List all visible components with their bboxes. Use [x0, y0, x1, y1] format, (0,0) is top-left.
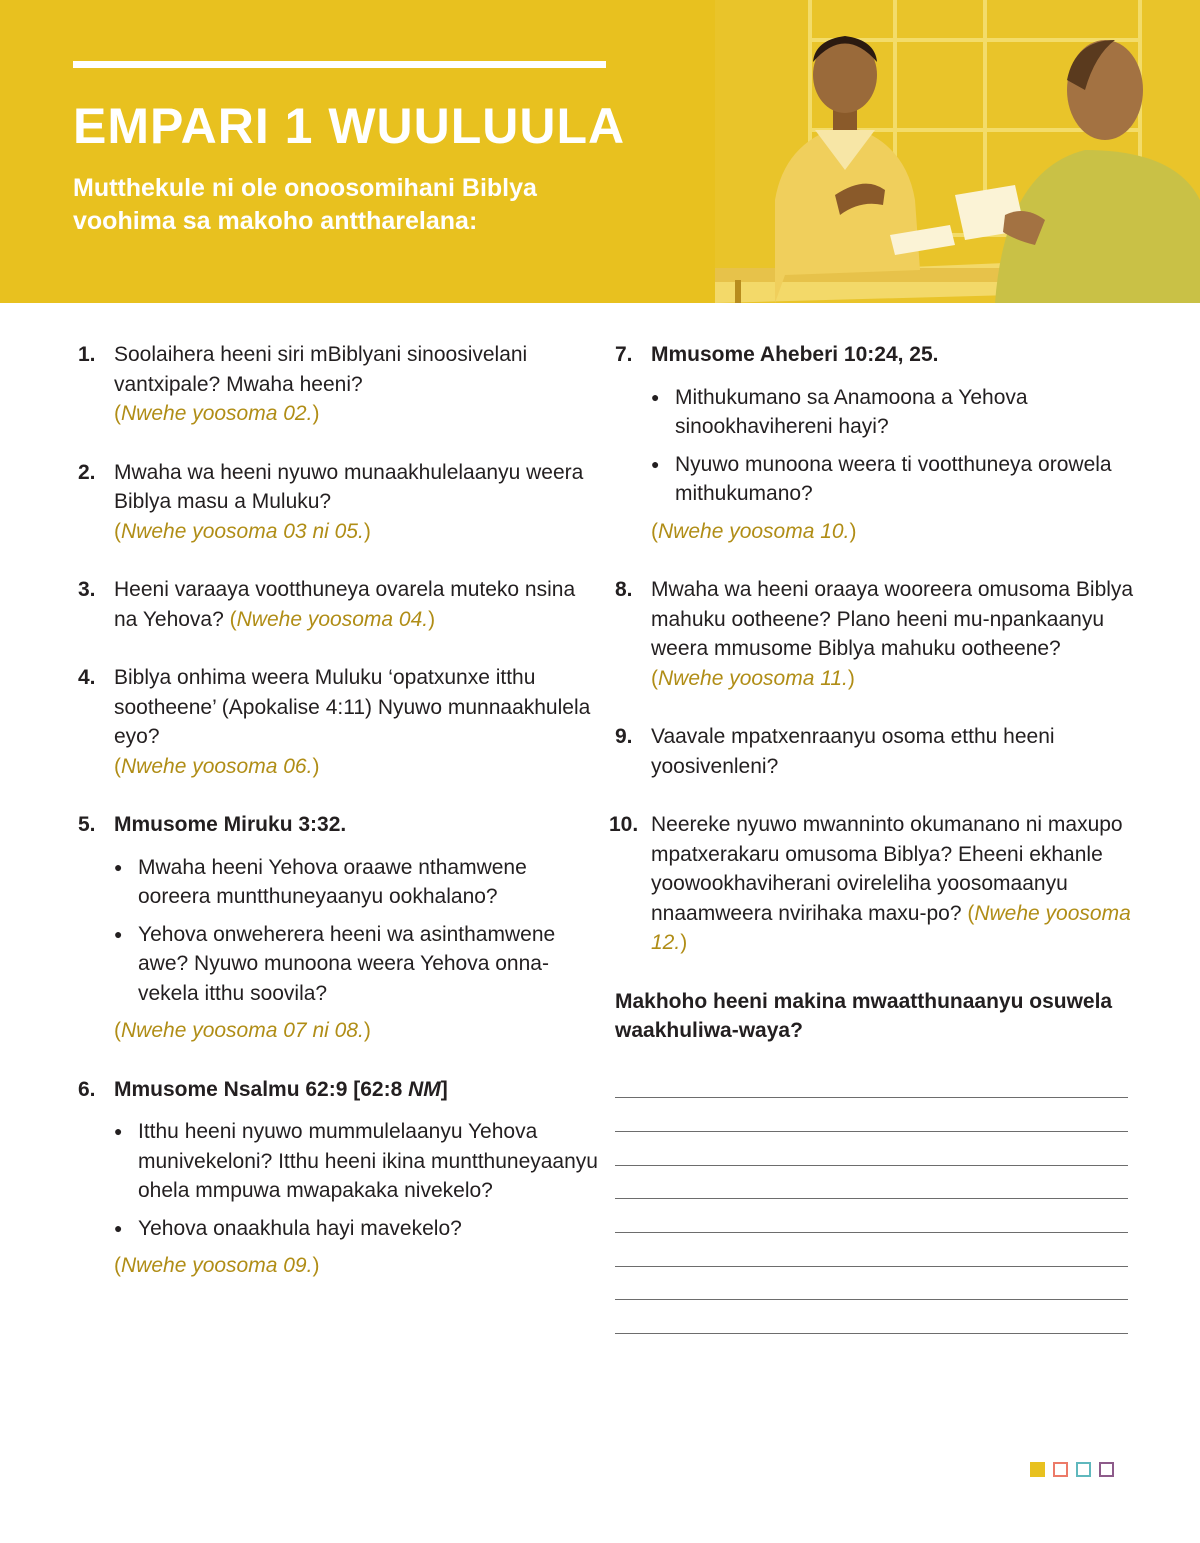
bullet-item: ● Nyuwo munoona weera ti vootthuneya orowela mithukumano? [651, 450, 1135, 509]
question-text: Vaavale mpatxenraanyu osoma etthu heeni yoosivenleni? [651, 725, 1055, 778]
header-rule [73, 61, 606, 68]
lesson-reference: Nwehe yoosoma 12. [651, 901, 1131, 954]
question-number: 1. [78, 343, 96, 366]
square-icon [1076, 1462, 1091, 1477]
note-line[interactable] [615, 1199, 1128, 1233]
note-line[interactable] [615, 1065, 1128, 1099]
lesson-reference: Nwehe yoosoma 06. [121, 754, 313, 778]
square-icon [1053, 1462, 1068, 1477]
question-5: 5. Mmusome Miruku 3:32. ● Mwaha heeni Yehova oraawe nthamwene ooreera muntthuneyaanyu ookhalano? ● Yehova onweherera heeni wa asinthamwene awe? Nyuwo munoona weera Yehova onna-vekela itthu soovila? (Nwehe yoosoma 07 ni 08.) [78, 810, 598, 1046]
bullet-item: ● Mwaha heeni Yehova oraawe nthamwene ooreera muntthuneyaanyu ookhalano? [114, 853, 598, 912]
question-text: Neereke nyuwo mwanninto okumanano ni maxupo mpatxerakaru omusoma Biblya? Eheeni ekhanle yoowookhaviherani ovireleliha yoosomaanyu nnaamweera nvirihaka maxu-po? [651, 813, 1123, 925]
notes-writing-area[interactable] [615, 1065, 1135, 1335]
note-line[interactable] [615, 1098, 1128, 1132]
note-line[interactable] [615, 1166, 1128, 1200]
page-title: EMPARI 1 WUULUULA [73, 98, 626, 154]
note-line[interactable] [615, 1132, 1128, 1166]
question-heading: Mmusome Nsalmu 62:9 [62:8 NM] [114, 1077, 448, 1101]
question-text: Heeni varaaya vootthuneya ovarela muteko nsina na Yehova? [114, 578, 576, 631]
lesson-reference: Nwehe yoosoma 04. [236, 607, 429, 631]
questions-left-column [78, 340, 598, 1310]
question-number: 5. [78, 813, 96, 836]
bullet-item: ● Yehova onaakhula hayi mavekelo? [114, 1214, 598, 1244]
question-heading: Mmusome Miruku 3:32. [114, 813, 347, 836]
header-banner [0, 0, 1200, 303]
lesson-reference: Nwehe yoosoma 07 ni 08. [121, 1019, 364, 1042]
question-text: Mwaha wa heeni oraaya wooreera omusoma Biblya mahuku ootheene? Plano heeni mu-npankaanyu weera mmusome Biblya mahuku ootheene? [651, 578, 1134, 660]
note-line[interactable] [615, 1267, 1128, 1301]
decorative-squares [1030, 1462, 1114, 1477]
question-number: 3. [78, 578, 96, 601]
page-subtitle: Mutthekule ni ole onoosomihani Biblya voohima sa makoho anttharelana: [73, 174, 537, 235]
bullet-list [651, 383, 1135, 509]
question-4: 4. Biblya onhima weera Muluku ‘opatxunxe itthu sootheene’ (Apokalise 4:11) Nyuwo munnaakhulela eyo? (Nwehe yoosoma 06.) [78, 663, 598, 781]
square-icon [1099, 1462, 1114, 1477]
lesson-reference: Nwehe yoosoma 09. [121, 1254, 313, 1277]
question-1: 1. Soolaihera heeni siri mBiblyani sinoosivelani vantxipale? Mwaha heeni? (Nwehe yoosoma 02.) [78, 340, 598, 429]
question-8: 8. Mwaha wa heeni oraaya wooreera omusoma Biblya mahuku ootheene? Plano heeni mu-npankaanyu weera mmusome Biblya mahuku ootheene? (Nwehe yoosoma 11.) [615, 575, 1135, 693]
questions-right-column [609, 340, 1135, 1334]
question-text: Soolaihera heeni siri mBiblyani sinoosivelani vantxipale? Mwaha heeni? [114, 343, 528, 396]
question-number: 8. [615, 578, 633, 601]
bullet-item: ● Mithukumano sa Anamoona a Yehova sinookhavihereni hayi? [651, 383, 1135, 442]
question-7: 7. Mmusome Aheberi 10:24, 25. ● Mithukumano sa Anamoona a Yehova sinookhavihereni hayi? ● Nyuwo munoona weera ti vootthuneya orowela mithukumano? (Nwehe yoosoma 10.) [615, 340, 1135, 546]
question-number: 7. [615, 343, 633, 366]
question-10: 10. Neereke nyuwo mwanninto okumanano ni maxupo mpatxerakaru omusoma Biblya? Eheeni ekhanle yoowookhaviherani ovireleliha yoosomaanyu nnaamweera nvirihaka maxu-po? (Nwehe yoosoma 12.) [615, 810, 1135, 958]
question-text: Mwaha wa heeni nyuwo munaakhulelaanyu weera Biblya masu a Muluku? [114, 460, 584, 513]
note-line[interactable] [615, 1300, 1128, 1334]
question-3: 3. Heeni varaaya vootthuneya ovarela muteko nsina na Yehova? (Nwehe yoosoma 04.) [78, 575, 598, 634]
note-line[interactable] [615, 1233, 1128, 1267]
bible-study-illustration [715, 0, 1200, 303]
bullet-item: ● Yehova onweherera heeni wa asinthamwene awe? Nyuwo munoona weera Yehova onna-vekela itthu soovila? [114, 920, 598, 1009]
lesson-reference: Nwehe yoosoma 02. [121, 402, 313, 425]
bullet-list [114, 1117, 598, 1243]
lesson-reference: Nwehe yoosoma 03 ni 05. [121, 519, 364, 543]
question-number: 6. [78, 1077, 96, 1101]
question-2: 2. Mwaha wa heeni nyuwo munaakhulelaanyu weera Biblya masu a Muluku? (Nwehe yoosoma 03 ni 05.) [78, 458, 598, 547]
lesson-reference: Nwehe yoosoma 11. [658, 666, 848, 690]
square-icon [1030, 1462, 1045, 1477]
lesson-reference: Nwehe yoosoma 10. [658, 519, 850, 543]
question-9 [615, 722, 1135, 781]
bullet-list [114, 853, 598, 1009]
question-6: 6. Mmusome Nsalmu 62:9 [62:8 NM] ● Itthu heeni nyuwo mummulelaanyu Yehova munivekeloni? Itthu heeni ikina muntthuneyaanyu ohela mmpuwa mwapakaka nivekelo? ● Yehova onaakhula hayi mavekelo? (Nwehe yoosoma 09.) [78, 1075, 598, 1281]
question-number: 10. [609, 813, 639, 836]
bullet-item: ● Itthu heeni nyuwo mummulelaanyu Yehova munivekeloni? Itthu heeni ikina muntthuneyaanyu ohela mmpuwa mwapakaka nivekelo? [114, 1117, 598, 1206]
question-number: 9. [615, 725, 633, 748]
question-text: Biblya onhima weera Muluku ‘opatxunxe itthu sootheene’ (Apokalise 4:11) Nyuwo munnaakhulela eyo? [114, 666, 591, 748]
notes-prompt: Makhoho heeni makina mwaatthunaanyu osuwela waakhuliwa-waya? [615, 989, 1113, 1042]
question-number: 4. [78, 666, 96, 689]
question-number: 2. [78, 460, 96, 484]
question-heading: Mmusome Aheberi 10:24, 25. [651, 343, 939, 366]
